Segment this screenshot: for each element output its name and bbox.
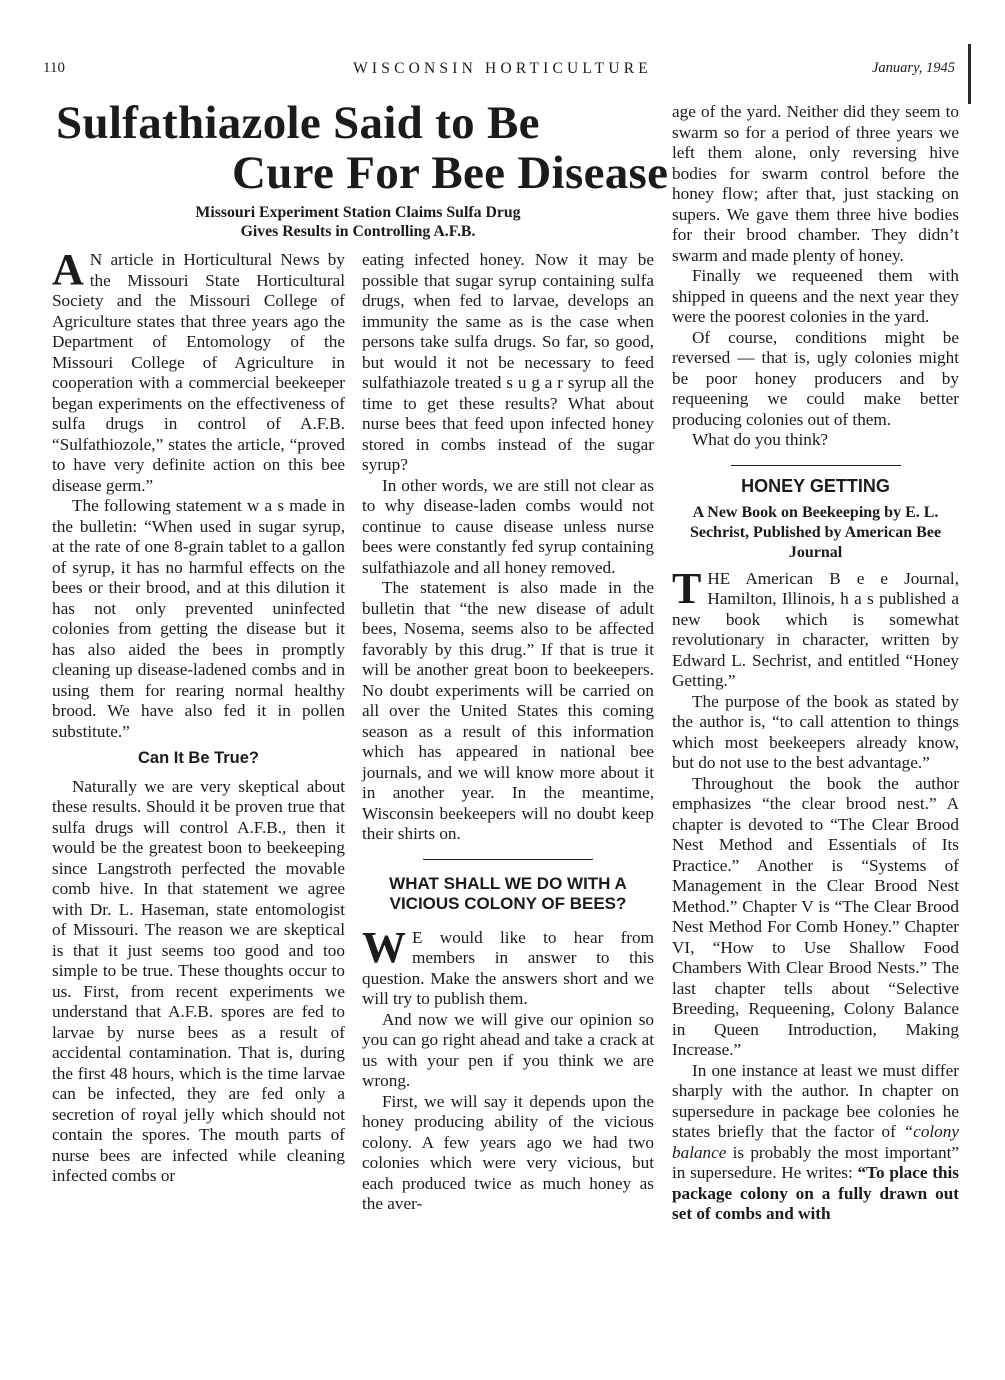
running-title: WISCONSIN HORTICULTURE [353,60,652,77]
column-2 [362,250,654,1215]
paragraph: The statement is also made in the bulletin that “the new disease of adult bees, Nosema, seems also to be affected favorably by this drug.” If that is true it will be another great boon to beekeepers. No doubt experiments will be carried on all over the United States this coming season as a result of this information which has appeared in national bee journals, and we will know more about it in another year. In the meantime, Wisconsin beekeepers will no doubt keep their shirts on. [362,578,654,843]
paragraph [672,563,959,692]
paragraph: First, we will say it depends upon the honey producing ability of the vicious colony. A few years ago we had two colonies which were very vicious, but each produced twice as much honey as the aver- [362,1091,654,1213]
column-1 [52,245,345,1187]
subtitle-line-2: Gives Results in Controlling A.F.B. [240,223,476,240]
text-run: In one instance at least we must differ sharply with the author. In chapter on supersedure in package bee colonies he states briefly that the factor of [672,1060,959,1141]
section-heading: WHAT SHALL WE DO WITH A VICIOUS COLONY OF BEES? [389,873,627,913]
section-divider [731,465,901,466]
paragraph: Of course, conditions might be reversed — that is, ugly colonies might be poor honey producers and by requeening we could make better producing colonies out of them. [672,327,959,429]
drop-cap: T [672,563,702,613]
text-run: is probably the most important” in supersedure. He writes: [672,1142,959,1182]
drop-cap: A [52,245,84,294]
column-3 [672,102,959,1225]
article-title-line-1: Sulfathiazole Said to Be [56,97,540,149]
paragraph: And now we will give our opinion so you can go right ahead and take a crack at us with your pen if you think we are wrong. [362,1009,654,1090]
paragraph-text: N article in Horticultural News by the Missouri State Horticultural Society and the Missouri College of Agriculture states that three years ago the Department of Entomology of the Missouri College of Agriculture in cooperation with a commercial beekeeper began experiments on the effectiveness of sulfa drugs in control of A.F.B. “Sulfathiozole,” states the article, “proved to have very definite action on this bee disease germ.” [52,250,345,495]
italic-run: “colony balance [672,1122,959,1162]
bold-run: “To place this package colony on a fully drawn out set of combs and with [672,1163,959,1223]
running-header [0,60,1005,82]
section-subheading: A New Book on Beekeeping by E. L. Sechrist, Published by American Bee Journal [689,503,942,561]
paragraph: The purpose of the book as stated by the author is, “to call attention to things which most beekeepers already know, but do not use to the best advantage.” [672,691,959,772]
subtitle-line-1: Missouri Experiment Station Claims Sulfa Drug [195,204,521,221]
paragraph-text: E would like to hear from members in answer to this question. Make the answers short and we will try to publish them. [362,927,654,1008]
section-divider [423,859,593,860]
paragraph: What do you think? [692,430,829,449]
page-number: 110 [43,60,65,76]
paragraph-text: HE American B e e Journal, Hamilton, Illinois, h a s published a new book which is somewhat revolutionary in character, written by Edward L. Sechrist, and entitled “Honey Getting.” [672,568,959,690]
margin-rule [968,44,971,104]
paragraph: In other words, we are still not clear as to why disease-laden combs would not continue to cause disease unless nurse bees were constantly fed syrup containing sulfathiazole and all honey removed. [362,475,654,577]
section-heading [672,476,959,497]
paragraph: Finally we requeened them with shipped in queens and the next year they were the poorest colonies in the yard. [672,266,959,326]
issue-date: January, 1945 [872,60,955,76]
paragraph: age of the yard. Neither did they seem to swarm so for a period of three years we left them alone, only reversing hive bodies for swarm control before the honey flow; after that, just stacking on supers. We gave them three hive bodies for their brood chamber. They didn’t swarm and made plenty of honey. [672,102,959,265]
heading-text: HONEY GETTING [741,475,890,496]
paragraph: Throughout the book the author emphasizes “the clear brood nest.” A chapter is devoted to “The Clear Brood Nest Method and Essentials of Its Practice.” Another is “Systems of Management in the Clear Brood Nest Method.” Chapter V is “The Clear Brood Nest Method For Comb Honey.” Chapter VI, “How to Use Shallow Food Chambers With Clear Brood Nests.” The last chapter tells about “Selective Breeding, Requeening, Colony Balance in Queen Introduction, Making Increase.” [672,773,959,1059]
section-heading: Can It Be True? [137,749,260,767]
paragraph [672,1061,959,1225]
paragraph [362,922,654,1010]
paragraph: eating infected honey. Now it may be possible that sugar syrup containing sulfa drugs, when fed to larvae, develops an immunity the same as is the case when persons take sulfa drugs. So far, so good, but would it not be necessary to feed sulfathiazole treated s u g a r syrup all the time to get these results? What about nurse bees that feed upon infected honey stored in combs instead of the sugar syrup? [362,250,654,474]
paragraph: The following statement w a s made in the bulletin: “When used in sugar syrup, at the rate of one 8-grain tablet to a gallon of syrup, it has no harmful effects on the bees or their brood, and at this dilution it has not only prevented uninfected colonies from getting the disease but it has also aided the bees in promptly cleaning up disease-ladened combs and in using them for rearing normal healthy brood. We have also fed it in pollen substitute.” [52,496,345,741]
article-subtitle [58,203,658,241]
drop-cap: W [362,922,406,972]
article-title-line-2: Cure For Bee Disease [232,147,669,199]
paragraph [52,245,345,496]
paragraph: Naturally we are very skeptical about these results. Should it be proven true that sulfa drugs will control A.F.B., then it would be the greatest boon to beekeeping since Langstroth perfected the movable comb hive. In that statement we agree with Dr. L. Haseman, state entomologist of Missouri. The reason we are skeptical is that it just seems too good and too simple to be true. These thoughts occur to us. First, from recent experiments we understand that A.F.B. spores are fed to larvae by nurse bees as a result of accidental contamination. That is, during the first 48 hours, which is the time larvae can be infected, they are fed only a secretion of royal jelly which should not contain the spores. The mouth parts of nurse bees are infected while cleaning infected combs or [52,776,345,1185]
